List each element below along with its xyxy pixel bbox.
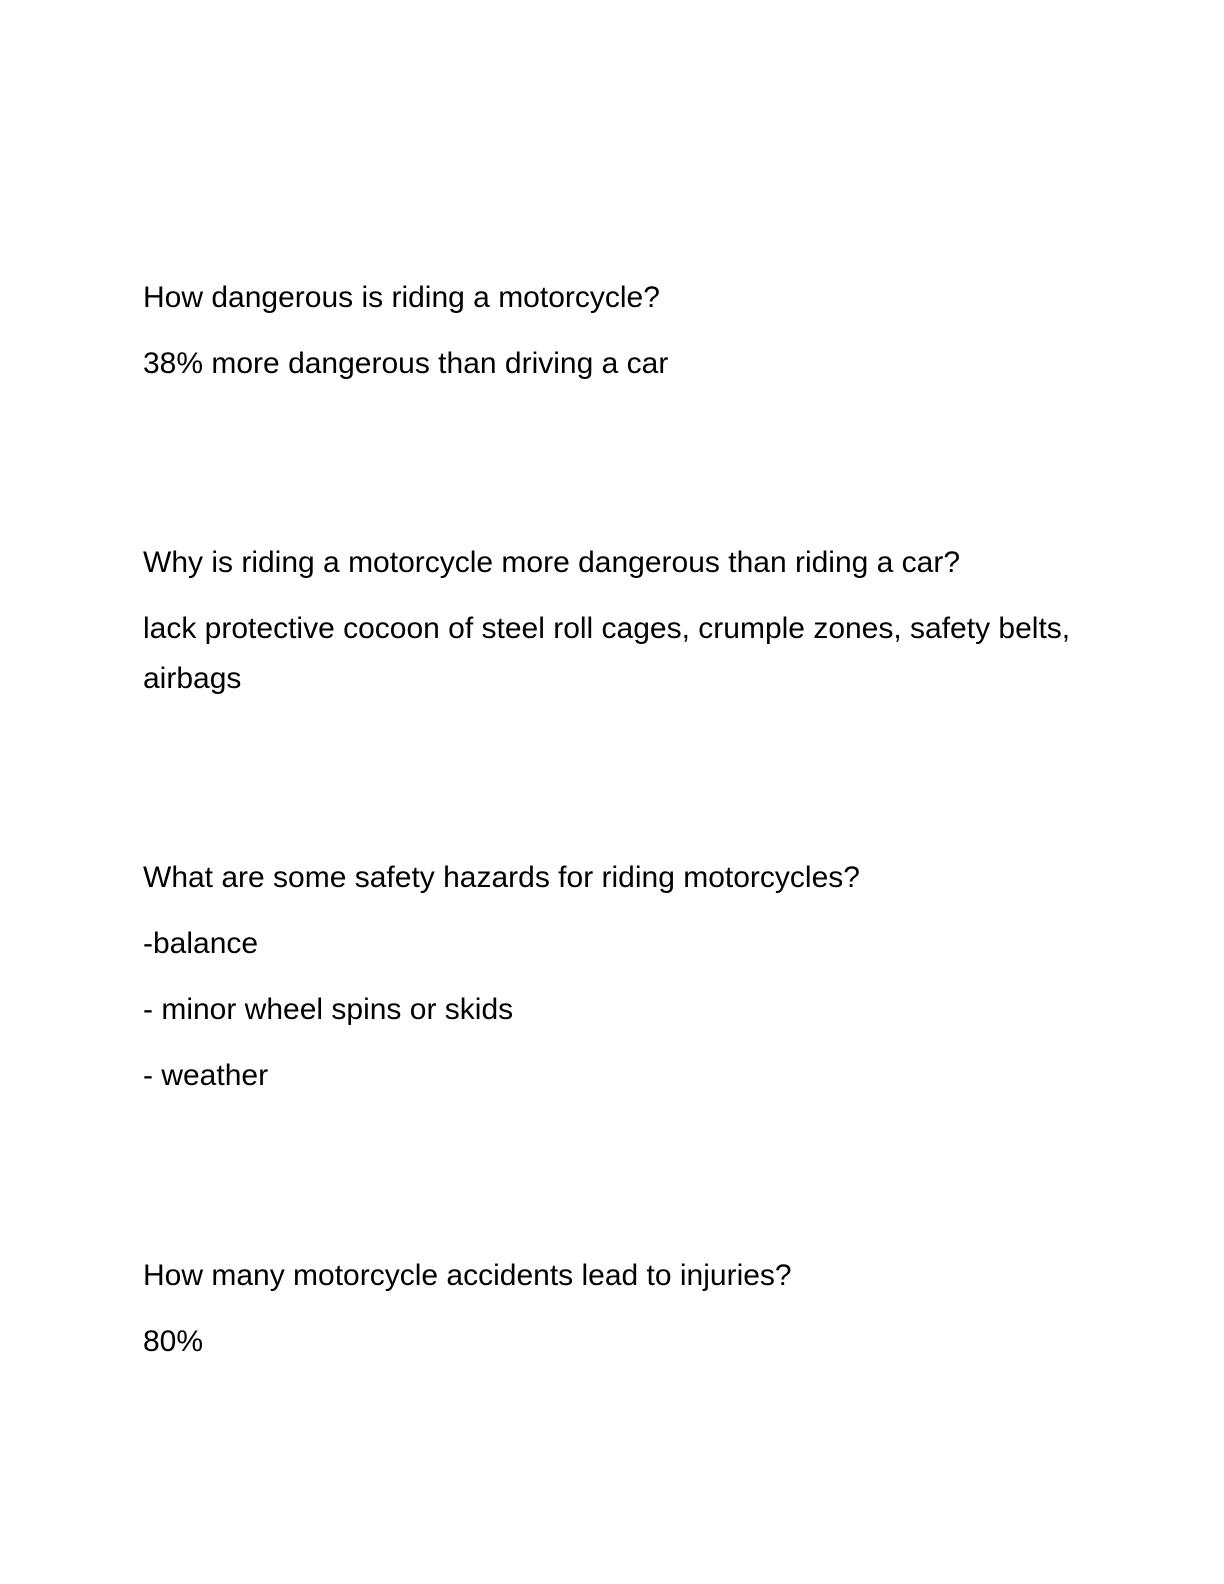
answer-3-item-weather: - weather [143,1059,269,1092]
answer-3-item-balance: -balance [143,927,259,960]
answer-2: lack protective cocoon of steel roll cages, crumple zones, safety belts, airbags [143,612,1071,695]
answer-3-item-wheel-spins: - minor wheel spins or skids [143,993,514,1026]
answer-1: 38% more dangerous than driving a car [143,347,669,380]
question-4: How many motorcycle accidents lead to injuries? [143,1259,792,1292]
question-1: How dangerous is riding a motorcycle? [143,281,660,314]
question-3: What are some safety hazards for riding motorcycles? [143,861,860,894]
question-2: Why is riding a motorcycle more dangerous than riding a car? [143,546,961,579]
answer-4: 80% [143,1325,204,1358]
